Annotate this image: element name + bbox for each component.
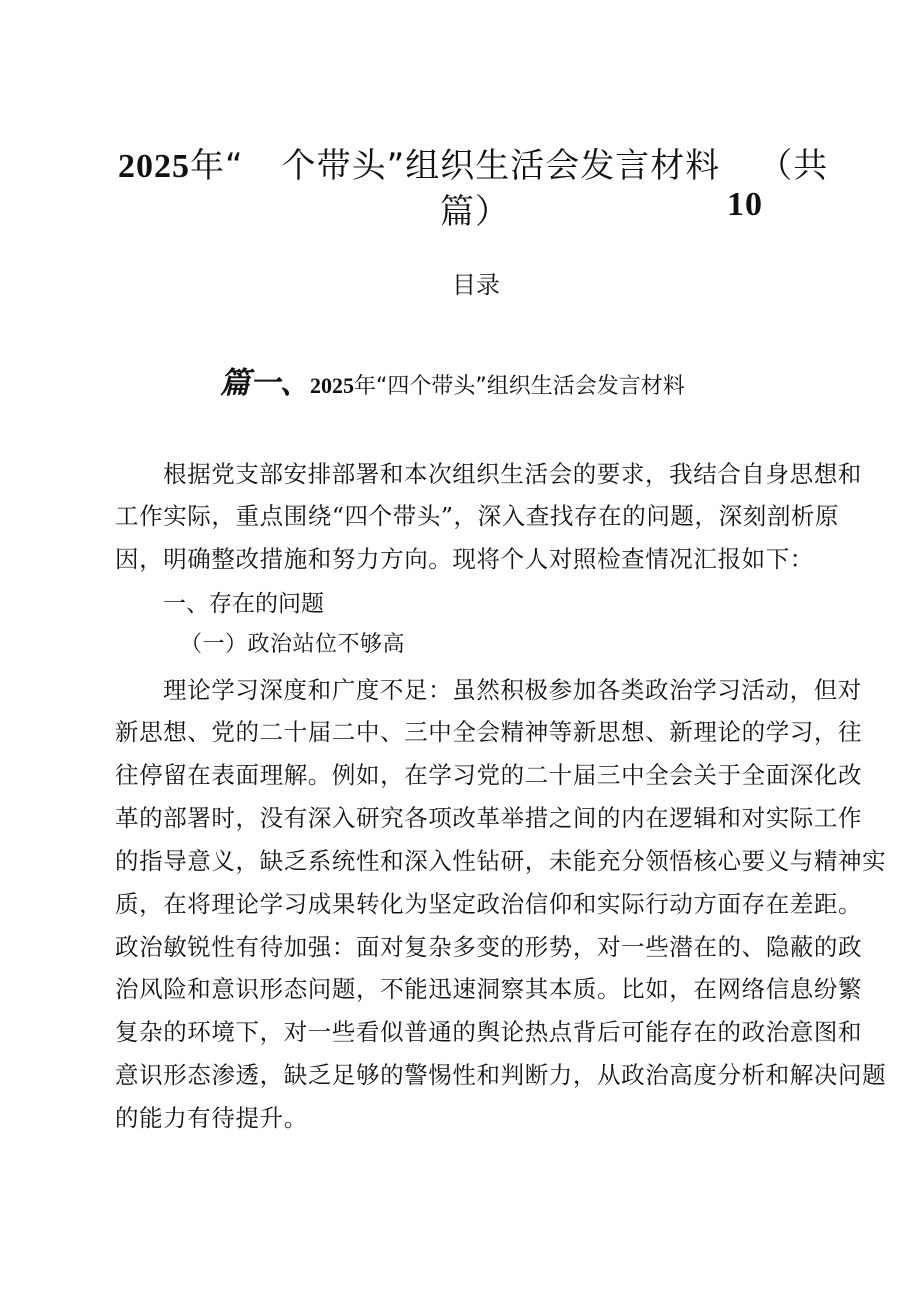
paragraph-line: 的能力有待提升。 [115, 1104, 308, 1132]
body-line: 因，明确整改措施和努力方向。现将个人对照检查情况汇报如下： [115, 545, 814, 573]
body-line: 根据党支部安排部署和本次组织生活会的要求，我结合自身思想和 [163, 460, 862, 488]
toc-heading: 目录 [452, 271, 500, 299]
chapter-heading[interactable] [220, 358, 685, 402]
chapter-year: 2025 [310, 373, 354, 398]
paragraph-line: 复杂的环境下，对一些看似普通的舆论热点背后可能存在的政治意图和 [115, 1018, 863, 1046]
title-part-4: 篇） [440, 192, 510, 232]
paragraph-line: 意识形态渗透，缺乏足够的警惕性和判断力，从政治高度分析和解决问题 [115, 1061, 887, 1089]
paragraph-line: 政治敏锐性有待加强：面对复杂多变的形势，对一些潜在的、隐蔽的政 [115, 933, 863, 961]
paragraph-line: 往停留在表面理解。例如，在学习党的二十届三中全会关于全面深化改 [115, 761, 863, 789]
title-year: 2025 [118, 148, 190, 185]
title-part-3: （共 [758, 146, 829, 186]
chapter-title: 年“四个带头”组织生活会发言材料 [354, 374, 685, 399]
paragraph-line: 质，在将理论学习成果转化为坚定政治信仰和实际行动方面存在差距。 [115, 890, 863, 918]
paragraph-line: 革的部署时，没有深入研究各项改革举措之间的内在逻辑和对实际工作 [115, 804, 863, 832]
body-line: 工作实际，重点围绕“四个带头”，深入查找存在的问题，深刻剖析原 [115, 502, 840, 530]
title-part-1: 年“ [190, 146, 244, 186]
section-heading: 一、存在的问题 [163, 591, 324, 617]
title-part-2: 个带头”组织生活会发言材料 [281, 146, 721, 186]
document-title-line-1 [118, 138, 828, 187]
paragraph-line: 新思想、党的二十届二中、三中全会精神等新思想、新理论的学习，往 [115, 718, 863, 746]
paragraph-line: 治风险和意识形态问题，不能迅速洞察其本质。比如，在网络信息纷繁 [115, 975, 863, 1003]
paragraph-line: 理论学习深度和广度不足：虽然积极参加各类政治学习活动，但对 [163, 676, 862, 704]
document-title-count [727, 184, 763, 224]
chapter-prefix: 篇一、 [220, 366, 310, 401]
paragraph-line: 的指导意义，缺乏系统性和深入性钻研，未能充分领悟核心要义与精神实 [115, 847, 887, 875]
document-title-line-2 [440, 184, 510, 233]
title-count: 10 [727, 186, 763, 223]
subsection-heading: （一）政治站位不够高 [180, 632, 406, 657]
